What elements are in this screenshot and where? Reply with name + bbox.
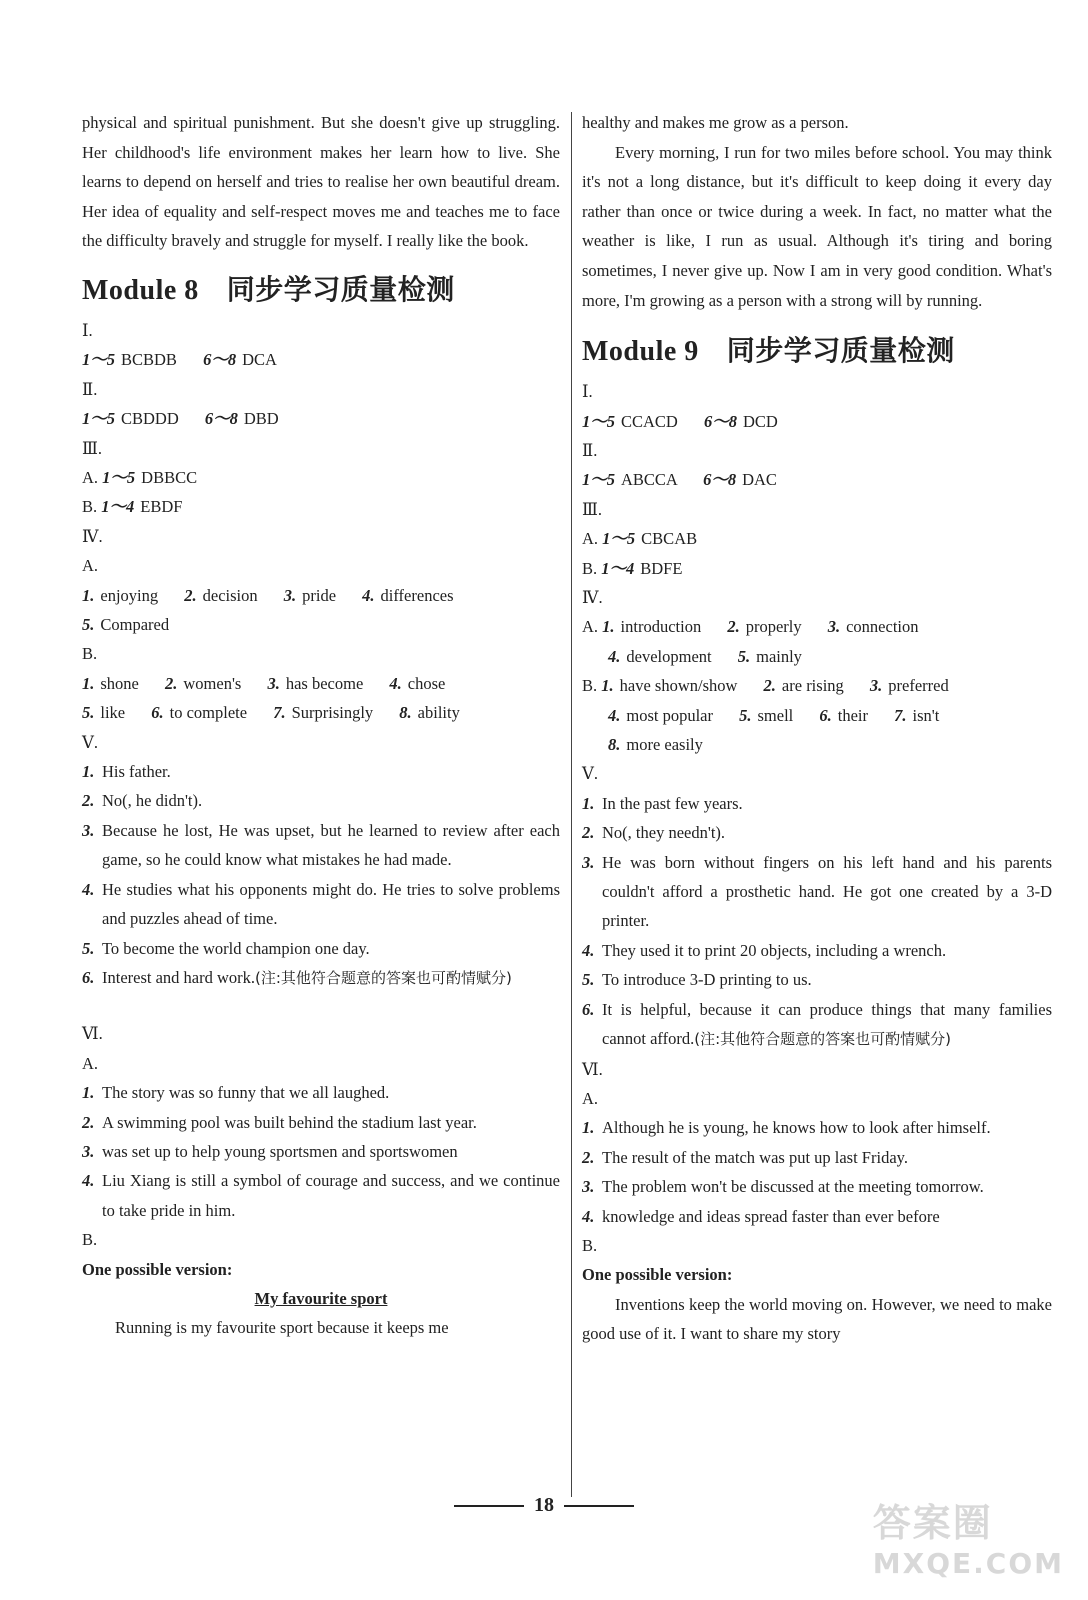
answer-text: The result of the match was put up last Friday.: [602, 1147, 908, 1167]
answer-word: ability: [417, 703, 460, 723]
section-4-label: Ⅳ.: [582, 588, 603, 607]
answer-key: DCA: [242, 350, 277, 370]
answer-key: BCBDB: [121, 350, 177, 370]
range-label: 1～4: [101, 497, 135, 517]
scoring-note: (注:其他符合题意的答案也可酌情赋分): [255, 968, 512, 987]
answer-word: their: [837, 705, 868, 725]
item-number: 4.: [82, 879, 95, 899]
answer-word: like: [100, 703, 126, 723]
section-3b-answers: [582, 554, 1052, 583]
item-number: 4.: [582, 1206, 595, 1226]
section-4-label: Ⅳ.: [82, 526, 103, 546]
right-intro-paragraph: Every morning, I run for two miles before school. You may think it's not a long distance, but it's difficult to keep doing it every day rather than once or twice during a week. In fact, no matter what the weather is like, I run as usual. Although it's tiring and boring sometimes, I never give up. Now I am in very good condition. What's more, I'm growing as a person with a strong will by running.: [582, 142, 1052, 310]
section-4a-line1: [82, 581, 560, 610]
part-label: A.: [582, 617, 599, 637]
list-item: [82, 875, 560, 934]
right-intro-first-line: healthy and makes me grow as a person.: [582, 113, 849, 132]
answer-key: CBDDD: [121, 409, 179, 429]
item-number: 4.: [608, 646, 621, 666]
answer-word: mainly: [756, 646, 802, 666]
item-number: 3.: [827, 617, 841, 637]
item-number: 2.: [82, 791, 95, 811]
section-4b-line2: [582, 701, 1052, 730]
list-item: [582, 848, 1052, 936]
item-number: 5.: [82, 703, 95, 723]
module-9-heading: [582, 329, 1052, 369]
item-number: 3.: [582, 1177, 595, 1197]
answer-word: chose: [407, 673, 446, 693]
range-label: 6～8: [203, 350, 237, 370]
answer-word: development: [626, 646, 712, 666]
answer-key: DCD: [742, 411, 778, 431]
section-3b-answers: [82, 492, 560, 521]
answer-text: The story was so funny that we all laughed.: [102, 1083, 390, 1103]
watermark: [873, 1492, 1064, 1580]
list-item: [582, 1202, 1052, 1231]
item-number: 3.: [869, 676, 883, 696]
item-number: 5.: [82, 615, 95, 635]
item-number: 3.: [82, 1141, 95, 1161]
item-number: 5.: [582, 970, 595, 990]
answer-word: are rising: [781, 676, 844, 696]
item-number: 4.: [362, 585, 375, 605]
answer-word: decision: [202, 585, 258, 605]
answer-word: Surprisingly: [291, 703, 374, 723]
answer-key: BDFE: [640, 558, 683, 578]
section-4a-label: A.: [82, 556, 99, 576]
section-2-answers: [582, 465, 1052, 494]
section-6-label: Ⅵ.: [582, 1059, 603, 1079]
item-number: 4.: [82, 1171, 95, 1191]
answer-text: In the past few years.: [602, 793, 743, 813]
item-number: 3.: [82, 820, 95, 840]
answer-key: DBD: [243, 409, 279, 429]
item-number: 2.: [763, 676, 776, 696]
answer-text: No(, they needn't).: [602, 823, 726, 843]
list-item: [582, 1113, 1052, 1142]
essay-start: Inventions keep the world moving on. However, we need to make good use of it. I want to share my story: [582, 1294, 1052, 1344]
essay-start: Running is my favourite sport because it keeps me: [115, 1318, 449, 1338]
answer-word: isn't: [912, 705, 940, 725]
item-number: 5.: [739, 705, 752, 725]
answer-word: connection: [846, 617, 919, 637]
list-item: [82, 934, 560, 963]
answer-text: Although he is young, he knows how to look after himself.: [602, 1118, 991, 1138]
answer-word: to complete: [169, 703, 248, 723]
item-number: 1.: [582, 1118, 595, 1138]
range-label: 1～5: [82, 409, 115, 429]
answer-word: preferred: [888, 676, 949, 696]
answer-word: women's: [183, 673, 242, 693]
answer-text: To become the world champion one day.: [102, 938, 370, 958]
item-number: 1.: [82, 585, 95, 605]
version-label: One possible version:: [582, 1265, 733, 1285]
item-number: 3.: [267, 673, 280, 693]
section-2-label: Ⅱ.: [582, 440, 598, 460]
item-number: 3.: [283, 585, 297, 605]
section-5-label: Ⅴ.: [582, 764, 599, 784]
section-4b-line3: [582, 730, 1052, 759]
answer-text: Because he lost, He was upset, but he learned to review after each game, so he could know what mistakes he had made.: [102, 820, 560, 870]
answer-key: DBBCC: [141, 468, 198, 487]
range-label: 6～8: [703, 470, 737, 490]
essay-title: My favourite sport: [254, 1288, 388, 1308]
item-number: 6.: [151, 703, 164, 723]
range-label: 1～5: [82, 350, 115, 370]
list-item: [82, 816, 560, 875]
section-6a-label: A.: [582, 1088, 599, 1108]
section-1-label: Ⅰ.: [82, 320, 93, 340]
item-number: 7.: [894, 705, 907, 725]
answer-text: His father.: [102, 762, 171, 782]
footer-ornament-right: [564, 1505, 634, 1507]
list-item: [82, 1137, 560, 1166]
item-number: 2.: [165, 673, 178, 693]
left-column: [82, 108, 560, 1343]
section-4a-line2: [82, 610, 560, 639]
item-number: 1.: [82, 1083, 95, 1103]
answer-text: They used it to print 20 objects, including a wrench.: [602, 940, 947, 960]
item-number: 4.: [608, 705, 621, 725]
list-item: [82, 1166, 560, 1225]
module-9-subtitle: 同步学习质量检测: [726, 334, 955, 368]
range-label: 1～5: [602, 529, 636, 549]
answer-word: properly: [745, 617, 802, 637]
answer-text: The problem won't be discussed at the meeting tomorrow.: [602, 1177, 984, 1197]
section-4b-line1: [82, 669, 560, 698]
answer-text: He was born without fingers on his left hand and his parents couldn't afford a prosthetic hand. He got one created by a 3-D printer.: [602, 852, 1052, 931]
answer-key: DAC: [742, 470, 777, 490]
item-number: 8.: [399, 703, 412, 723]
range-label: 1～5: [102, 468, 136, 487]
range-label: 1～5: [582, 411, 615, 431]
list-item: [582, 936, 1052, 965]
answer-text: He studies what his opponents might do. He tries to solve problems and puzzles ahead of time.: [102, 879, 560, 929]
answer-word: pride: [302, 585, 337, 605]
range-label: 1～5: [582, 470, 615, 490]
module-8-title: Module 8: [82, 274, 199, 306]
watermark-line2: MXQE.COM: [872, 1547, 1064, 1580]
answer-text: A swimming pool was built behind the stadium last year.: [102, 1112, 477, 1132]
answer-word: smell: [757, 705, 794, 725]
module-9-title: Module 9: [582, 336, 699, 368]
section-4a-line1: [582, 612, 1052, 641]
section-6a-label: A.: [82, 1053, 99, 1073]
answer-word: introduction: [620, 617, 702, 637]
item-number: 2.: [184, 585, 197, 605]
left-intro-paragraph: physical and spiritual punishment. But she doesn't give up struggling. Her childhood's life environment makes her learn how to live. She learns to depend on herself and tries to realise her own beautiful dream. Her idea of equality and self-respect moves me and teaches me to face the difficulty bravely and struggle for myself. I really like the book.: [82, 113, 560, 251]
answer-text: was set up to help young sportsmen and sportswomen: [102, 1141, 458, 1161]
item-number: 6.: [82, 967, 95, 987]
answer-text: To introduce 3-D printing to us.: [602, 970, 812, 990]
column-divider: [571, 112, 572, 1497]
answer-word: has become: [285, 673, 364, 693]
section-2-answers: [82, 404, 560, 433]
item-number: 4.: [389, 673, 402, 693]
section-1-answers: [82, 345, 560, 374]
item-number: 7.: [273, 703, 286, 723]
answer-key: ABCCA: [621, 470, 677, 490]
item-number: 1.: [601, 676, 614, 696]
list-item: [582, 818, 1052, 847]
watermark-line1: 答案圈: [872, 1501, 993, 1545]
section-4a-line2: [582, 642, 1052, 671]
list-item: [582, 1172, 1052, 1201]
list-item: [582, 1143, 1052, 1172]
section-4b-line2: [82, 698, 560, 727]
list-item: [582, 965, 1052, 994]
list-item: [582, 789, 1052, 818]
page-number: 18: [534, 1494, 554, 1516]
footer-ornament-left: [454, 1505, 524, 1507]
section-2-label: Ⅱ.: [82, 379, 98, 399]
answer-text: Interest and hard work.: [102, 967, 256, 987]
item-number: 2.: [82, 1112, 95, 1132]
item-number: 4.: [582, 940, 595, 960]
answer-text: No(, he didn't).: [102, 791, 203, 811]
list-item: [82, 1078, 560, 1107]
range-label: 6～8: [204, 409, 238, 429]
item-number: 1.: [602, 617, 615, 637]
section-3a-answers: [82, 463, 560, 492]
item-number: 5.: [737, 646, 751, 666]
item-number: 1.: [82, 673, 95, 693]
part-label: B.: [82, 497, 98, 517]
list-item: [82, 757, 560, 786]
part-label: A.: [582, 529, 599, 549]
item-number: 3.: [582, 852, 595, 872]
section-4b-line1: [582, 671, 1052, 700]
section-3-label: Ⅲ.: [82, 438, 103, 458]
part-label: A.: [82, 468, 99, 487]
scoring-note: (注:其他符合题意的答案也可酌情赋分): [694, 1030, 952, 1049]
answer-word: Compared: [100, 615, 170, 635]
part-label: B.: [582, 676, 598, 696]
item-number: 2.: [727, 617, 740, 637]
range-label: 6～8: [703, 411, 737, 431]
answer-key: CBCAB: [641, 529, 698, 549]
section-1-label: Ⅰ.: [582, 382, 593, 402]
item-number: 1.: [582, 793, 595, 813]
list-item: [582, 995, 1052, 1055]
section-6b-label: B.: [82, 1230, 98, 1250]
version-label: One possible version:: [82, 1259, 233, 1279]
part-label: B.: [582, 558, 598, 578]
spacer: [82, 993, 560, 1019]
section-3a-answers: [582, 524, 1052, 553]
item-number: 1.: [82, 762, 95, 782]
list-item: [82, 963, 560, 993]
answer-word: shone: [100, 673, 139, 693]
module-8-subtitle: 同步学习质量检测: [226, 272, 455, 306]
item-number: 5.: [82, 938, 95, 958]
item-number: 6.: [819, 705, 832, 725]
answer-word: have shown/show: [619, 676, 738, 696]
answer-key: CCACD: [621, 411, 678, 431]
answer-text: knowledge and ideas spread faster than ever before: [602, 1206, 940, 1226]
item-number: 2.: [582, 1147, 595, 1167]
list-item: [82, 1108, 560, 1137]
section-6-label: Ⅵ.: [82, 1024, 103, 1044]
answer-word: most popular: [626, 705, 713, 725]
section-6b-label: B.: [582, 1235, 598, 1255]
section-1-answers: [582, 407, 1052, 436]
item-number: 6.: [582, 999, 595, 1019]
answer-word: enjoying: [100, 585, 159, 605]
section-3-label: Ⅲ.: [582, 499, 603, 519]
answer-text: Liu Xiang is still a symbol of courage and success, and we continue to take pride in him.: [102, 1171, 560, 1220]
answer-word: more easily: [626, 735, 703, 755]
range-label: 1～4: [601, 558, 635, 578]
answer-key: EBDF: [140, 497, 183, 517]
item-number: 8.: [608, 735, 621, 755]
answer-word: differences: [380, 585, 454, 605]
list-item: [82, 786, 560, 815]
section-5-label: Ⅴ.: [82, 732, 99, 752]
section-4b-label: B.: [82, 644, 98, 664]
item-number: 2.: [582, 823, 595, 843]
right-column: [582, 108, 1052, 1349]
answer-text: It is helpful, because it can produce things that many families cannot afford.: [602, 999, 1052, 1049]
module-8-heading: [82, 268, 560, 308]
